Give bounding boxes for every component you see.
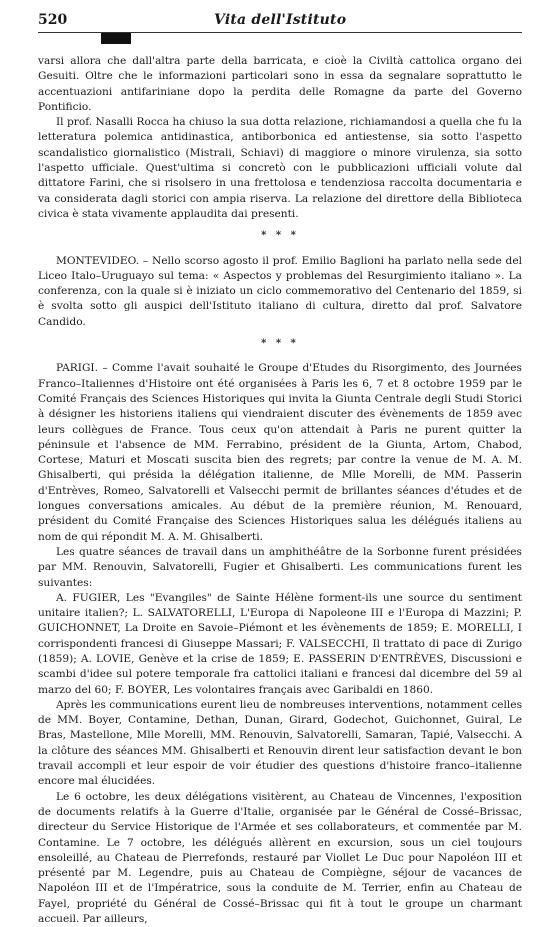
section-separator: * * * xyxy=(261,338,299,350)
section-separator: * * * xyxy=(261,230,299,242)
paragraph-interventions: Après les communications eurent lieu de nombreuses interventions, notamment celles de MM. Boyer, Contamine, Dethan, Dunan, Girard, Godechot, Guichonnet, Guiral, Le Bras, Mastellone, Mlle Morelli, MM. Renouvin, Salvatorelli, Samaran, Tapié, Valsecchi. A la clôture des séances MM. Ghisalberti et Renouvin dirent leur satisfaction devant le bon travail accompli et leur espoir de voir étudier des questions d'histoire franco–italienne encore mal élucidées. xyxy=(38,698,522,788)
paragraph-communications-list: A. FUGIER, Les "Evangiles" de Sainte Hélène forment-ils une source du sentiment unitaire italien?; L. SALVATORELLI, L'Europa di Napoleone III e l'Europa di Mazzini; P. GUICHONNET, La Droite en Savoie–Piémont et les évènements de 1859; E. MORELLI, I corrispondenti francesi di Giuseppe Massari; F. VALSECCHI, Il trattato di pace di Zurigo (1859); A. LOVIE, Genève et la crise de 1859; E. PASSERIN D'ENTRÈVES, Discussioni e scambi d'idee sul potere temporale fra cattolici italiani e francesi dal dicembre del 59 al marzo del 60; F. BOYER, Les volontaires français avec Garibaldi en 1860. xyxy=(38,591,522,696)
redaction-mark xyxy=(101,33,131,44)
running-title: Vita dell'Istituto xyxy=(214,12,347,28)
paragraph-excursions: Le 6 octobre, les deux délégations visitèrent, au Chateau de Vincennes, l'exposition de documents relatifs à la Guerre d'Italie, organisée par le Général de Cossé–Brissac, directeur du Service Historique de l'Armée et ses collaborateurs, et commentée par M. Contamine. Le 7 octobre, les délégués allèrent en excursion, sous un ciel toujours ensoleillé, au Chateau de Pierrefonds, restauré par Viollet Le Duc pour Napoléon III et présenté par M. Legendre, puis au Chateau de Compiègne, séjour de vacances de Napoléon III et de l'Impératrice, sous la conduite de M. Terrier, enfin au Chateau de Fayel, propriété du Général de Cossé–Brissac qui fit à tout le groupe un charmant accueil. Par ailleurs, xyxy=(38,790,522,926)
paragraph-montevideo: MONTEVIDEO. – Nello scorso agosto il prof. Emilio Baglioni ha parlato nella sede del Liceo Italo–Uruguayo sul tema: « Aspectos y problemas del Resurgimiento italiano ». La conferenza, con la quale si è iniziato un ciclo commemorativo del Centenario del 1859, si è svolta sotto gli auspici dell'Istituto italiano di cultura, diretto dal prof. Salvatore Candido. xyxy=(38,254,522,328)
paragraph-seances: Les quatre séances de travail dans un amphithéâtre de la Sorbonne furent présidées par MM. Renouvin, Salvatorelli, Fugier et Ghisalberti. Les communications furent les suivantes: xyxy=(38,545,522,589)
paragraph-nasalli-rocca: Il prof. Nasalli Rocca ha chiuso la sua dotta relazione, richiamandosi a quella che fu la letteratura polemica antidinastica, antiborbonica ed antiestense, sia sotto l'aspetto scandalistico giornalistico (Mistrali, Schiavi) di maggiore o minore virulenza, sia sotto l'aspetto ufficiale. Quest'ultima si concretò con le pubblicazioni ufficiali volute dal dittatore Farini, che si risolsero in una frettolosa e tendenziosa raccolta documentaria e va considerata dagli storici con ampia riserva. La relazione del direttore della Biblioteca civica è stata vivamente applaudita dai presenti. xyxy=(38,116,522,220)
article-body xyxy=(38,54,522,927)
page-number: 520 xyxy=(38,12,68,28)
paragraph-continuation: varsi allora che dall'altra parte della barricata, e cioè la Civiltà cattolica organo dei Gesuiti. Oltre che le informazioni particolari sono in essa da segnalare soprattutto le accentuazioni antifariniane dopo la perdita delle Romagne da parte del Governo Pontificio. xyxy=(38,55,522,113)
paragraph-parigi: PARIGI. – Comme l'avait souhaité le Groupe d'Etudes du Risorgimento, des Journées Franco–Italiennes d'Histoire ont été organisées à Paris les 6, 7 et 8 octobre 1959 par le Comité Français des Sciences Historiques qui invita la Giunta Centrale degli Studi Storici à désigner les historiens italiens qui viendraient discuter des évènements de 1859 avec leurs collègues de France. Tous ceux qu'on attendait à Paris ne purent quitter la péninsule et l'absence de MM. Ferrabino, président de la Giunta, Artom, Chabod, Cortese, Maturi et Moscati suscita bien des regrets; par contre la venue de M. A. M. Ghisalberti, qui présida la délégation italienne, de Mlle Morelli, de MM. Passerin d'Entrèves, Romeo, Salvatorelli et Valsecchi permit de brillantes séances d'études et de longues conversations amicales. Au début de la première réunion, M. Renouard, président du Comité Française des Sciences Historiques salua les délégués italiens au nom de qui répondit M. A. M. Ghisalberti. xyxy=(38,362,522,543)
document-page xyxy=(38,0,522,927)
